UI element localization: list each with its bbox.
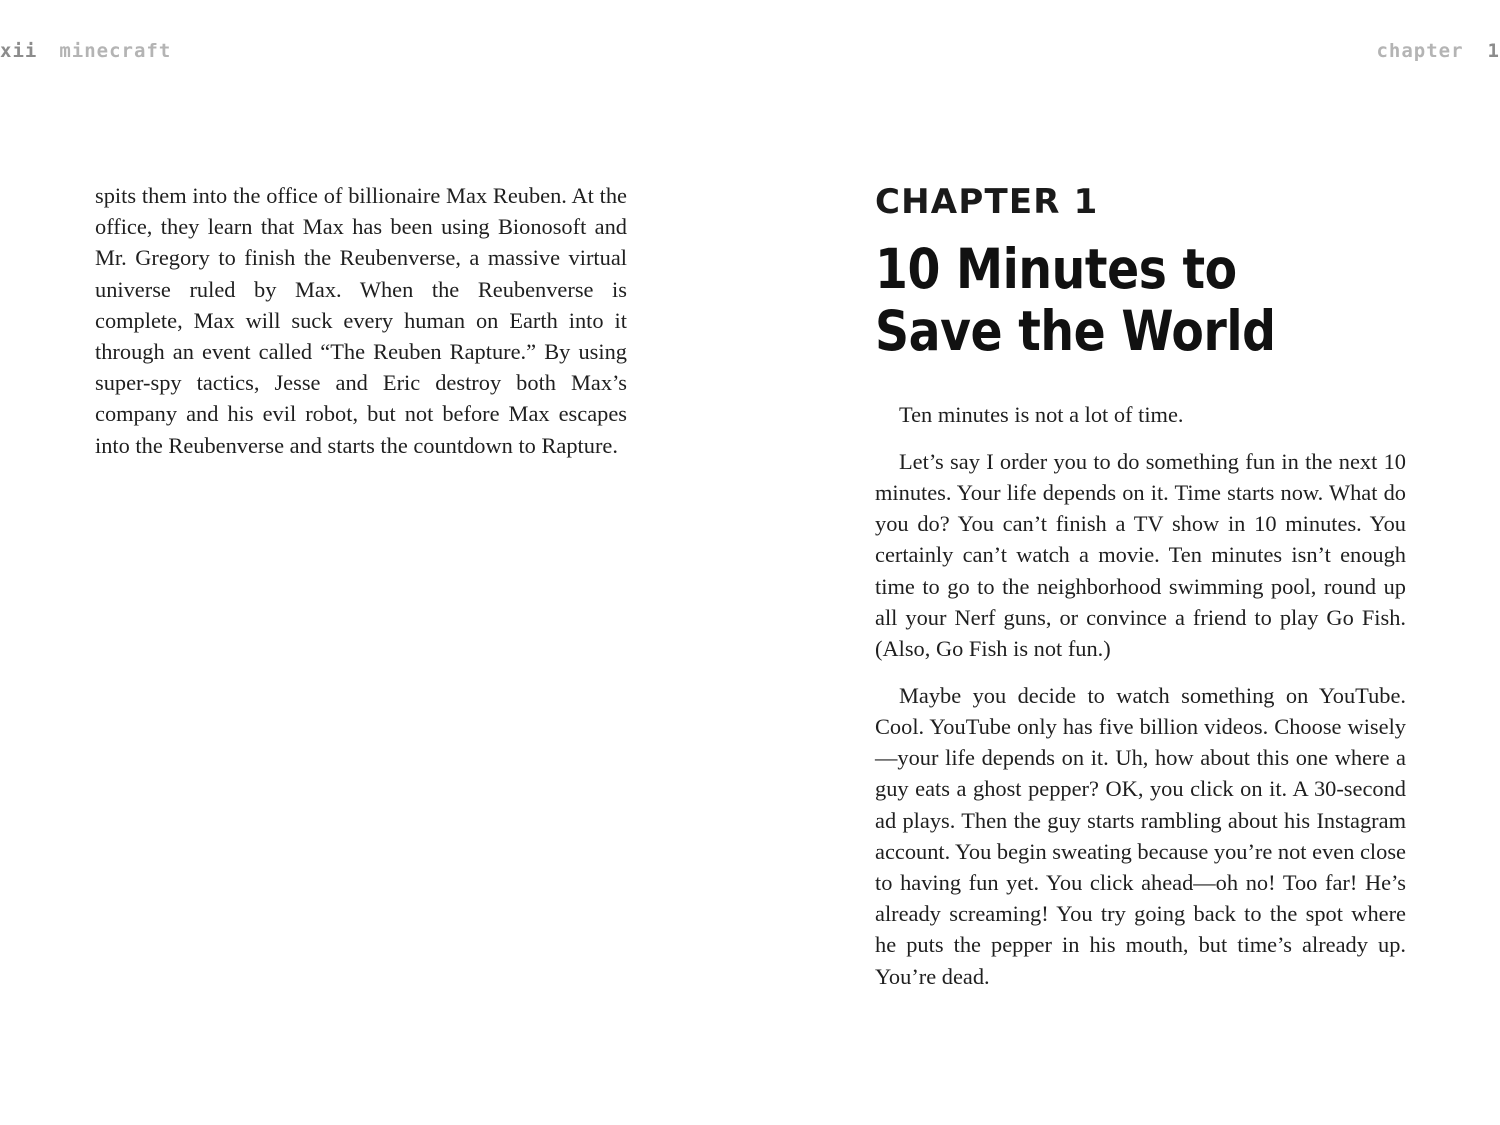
body-paragraph: Let’s say I order you to do something fun in the next 10 minutes. Your life depends on it. Time starts now. What do you do? You can’t finish a TV show in 10 minutes. You certainly can’t watch a movie. Ten minutes isn’t enough time to go to the neighborhood swimming pool, round up all your Nerf guns, or convince a friend to play Go Fish. (Also, Go Fish is not fun.) [875, 448, 1406, 662]
chapter-label: CHAPTER 1 [875, 182, 1099, 222]
chapter-title: 10 Minutes to Save the World [875, 237, 1276, 363]
running-head-title: minecraft [59, 40, 172, 62]
body-paragraph: spits them into the office of billionaire Max Reuben. At the office, they learn that Max has been using Bionosoft and Mr. Gregory to finish the Reubenverse, a massive virtual universe ruled by Max. When the Reubenverse is complete, Max will suck every human on Earth into it through an event called “The Reuben Rapture.” By using super-spy tactics, Jesse and Eric destroy both Max’s company and his evil robot, but not before Max escapes into the Reubenverse and starts the countdown to Rapture. [95, 183, 627, 458]
running-head-right [1376, 40, 1500, 62]
running-head-left [0, 40, 171, 62]
page-number: xii [0, 40, 38, 62]
page-number: 1 [1487, 40, 1500, 62]
running-head-title: chapter [1376, 40, 1464, 62]
body-paragraph: Maybe you decide to watch something on YouTube. Cool. YouTube only has five billion videos. Choose wisely—your life depends on it. Uh, how about this one where a guy eats a ghost pepper? OK, you click on it. A 30-second ad plays. Then the guy starts rambling about his Instagram account. You begin sweating because you’re not even close to having fun yet. You click ahead—oh no! Too far! He’s already screaming! You try going back to the spot where he puts the pepper in his mouth, but time’s already up. You’re dead. [875, 682, 1406, 989]
body-paragraph: Ten minutes is not a lot of time. [899, 402, 1184, 427]
chapter-body [875, 399, 1406, 1007]
